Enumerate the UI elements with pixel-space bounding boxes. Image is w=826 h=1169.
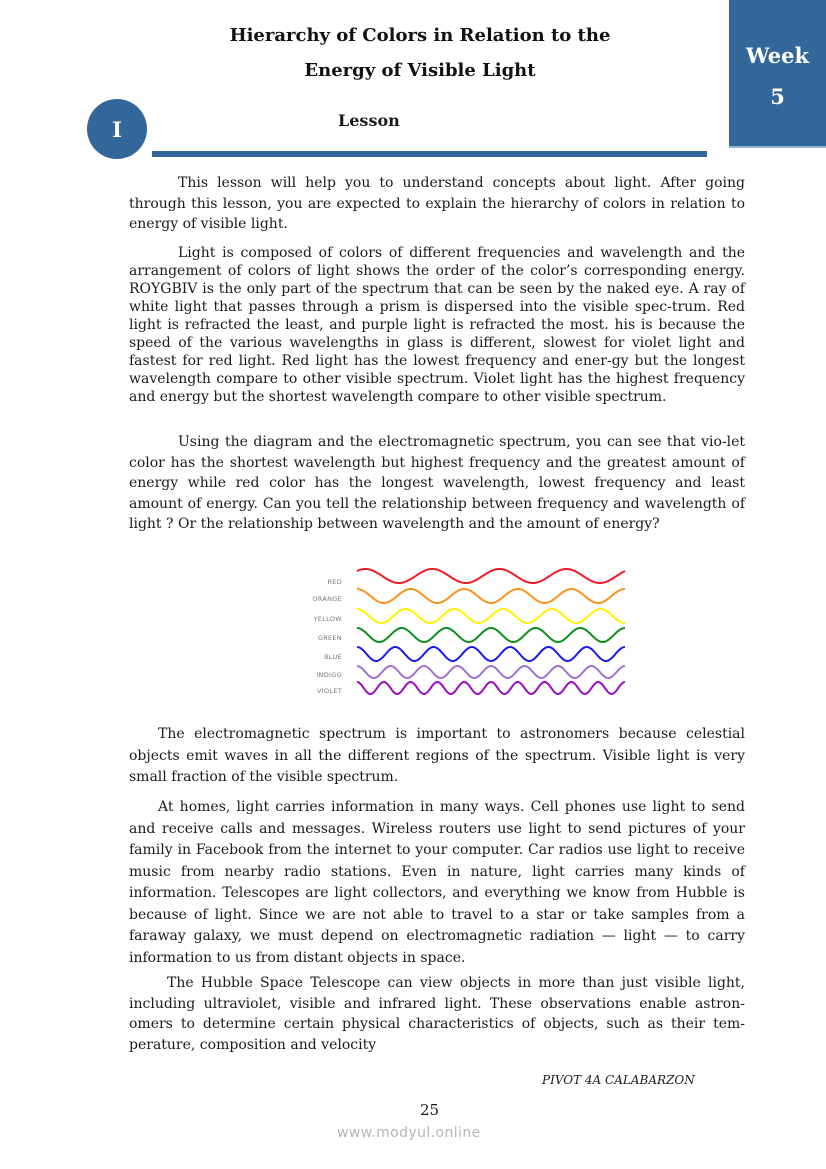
section-divider [152,151,707,157]
wave-label-blue: BLUE [324,653,342,661]
publisher-footer: PIVOT 4A CALABARZON [542,1073,695,1087]
wave-label-yellow: YELLOW [313,615,342,623]
week-number: 5 [770,84,785,109]
wave-blue [357,647,625,661]
wave-violet [357,682,625,694]
wave-label-indigo: INDIGO [316,671,342,679]
wave-red [357,569,625,583]
wave-orange [357,589,625,603]
wave-green [357,628,625,642]
page-number: 25 [420,1101,440,1119]
paragraph-intro: This lesson will help you to understand concepts about light. After going through this lesson, you are expected to explain the hierarchy of colors in relation to energy of visible light. [129,175,745,232]
week-label: Week [745,43,810,68]
wave-label-orange: ORANGE [312,595,342,603]
section-label: Lesson [338,111,400,130]
paragraph-information: At homes, light carries information in many ways. Cell phones use light to send and receive calls and messages. Wireless routers use light to send pictures of your family in Facebook from the internet to your computer. Car radios use light to receive music from nearby radio stations. Even in nature, light carries many kinds of information. Telescopes are light collectors, and everything we know from Hubble is because of light. Since we are not able to travel to a star or take samples from a faraway galaxy, we must depend on electromagnetic radiation — light — to carry information to us from distant objects in space. [129,799,745,966]
section-numeral-badge [87,99,147,159]
watermark-link: www.modyul.online [337,1125,481,1141]
paragraph-astronomers: The electromagnetic spectrum is important to astronomers because celestial objects emit waves in all the different regions of the spectrum. Visible light is very small fraction of the visible spectrum. [129,726,745,785]
page-title-line-2: Energy of Visible Light [304,60,536,81]
paragraph-diagram-question: Using the diagram and the electromagnetic spectrum, you can see that vio-let color has the shortest wavelength but highest frequency and the greatest amount of energy while red color has the longest wavelength, lowest frequency and least amount of energy. Can you tell the relationship between frequency and wavelength of light ? Or the relationship between wavelength and the amount of energy? [129,434,745,532]
paragraph-roygbiv: Light is composed of colors of different frequencies and wavelength and the arrangement of colors of light shows the order of the color’s corresponding energy. ROYGBIV is the only part of the spectrum that can be seen by the naked eye. A ray of white light that passes through a prism is dispersed into the visible spec-trum. Red light is refracted the least, and purple light is refracted the most. his is because the speed of the various wavelengths in glass is different, slowest for violet light and fastest for red light. Red light has the lowest frequency and ener-gy but the longest wavelength compare to other visible spectrum. Violet light has the highest frequency and energy but the shortest wavelength compare to other visible spectrum. [129,245,745,405]
wave-indigo [357,666,625,678]
week-badge [729,0,826,148]
wave-label-green: GREEN [317,634,342,642]
paragraph-hubble: The Hubble Space Telescope can view objects in more than just visible light, including ultraviolet, visible and infrared light. These observations enable astron-omers to determine certain physical characteristics of objects, such as their tem-perature, composition and velocity [129,975,745,1053]
wave-label-violet: VIOLET [317,687,342,695]
page-title-line-1: Hierarchy of Colors in Relation to the [229,25,611,46]
wave-label-red: RED [327,578,342,586]
section-numeral: I [112,116,122,142]
wave-yellow [357,609,625,623]
wavelength-diagram [300,560,630,700]
